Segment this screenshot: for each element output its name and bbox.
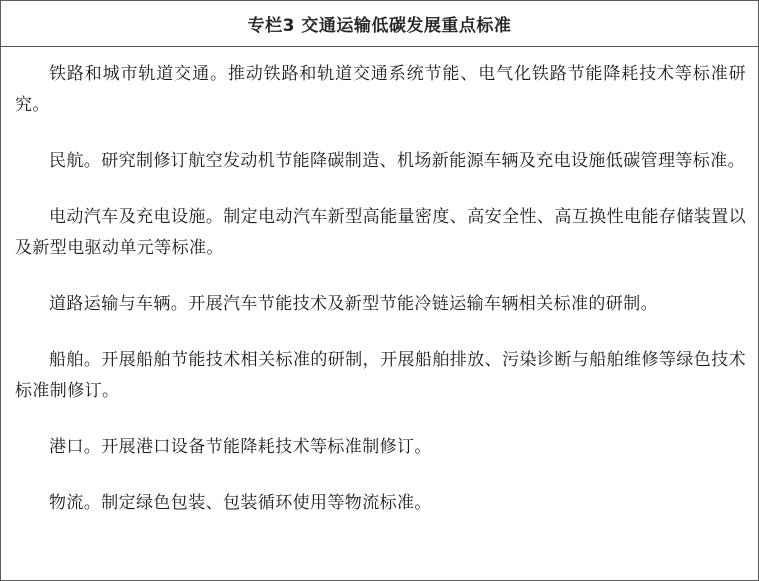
paragraph-road-transport: 道路运输与车辆。开展汽车节能技术及新型节能冷链运输车辆相关标准的研制。: [49, 294, 658, 314]
box-body: [1, 47, 758, 519]
paragraph-railway: 铁路和城市轨道交通。推动铁路和轨道交通系统节能、电气化铁路节能降耗技术等标准研究。: [15, 64, 746, 115]
box-title: 专栏3 交通运输低碳发展重点标准: [1, 1, 758, 47]
paragraph-civil-aviation: 民航。研究制修订航空发动机节能降碳制造、机场新能源车辆及充电设施低碳管理等标准。: [49, 151, 745, 171]
paragraph-electric-vehicles: 电动汽车及充电设施。制定电动汽车新型高能量密度、高安全性、高互换性电能存储装置以及新型电驱动单元等标准。: [15, 207, 746, 258]
paragraph-shipping: 船舶。开展船舶节能技术相关标准的研制，开展船舶排放、污染诊断与船舶维修等绿色技术标准制修订。: [15, 350, 746, 401]
paragraph-ports: 港口。开展港口设备节能降耗技术等标准制修订。: [49, 437, 432, 457]
paragraph-logistics: 物流。制定绿色包装、包装循环使用等物流标准。: [49, 493, 432, 513]
